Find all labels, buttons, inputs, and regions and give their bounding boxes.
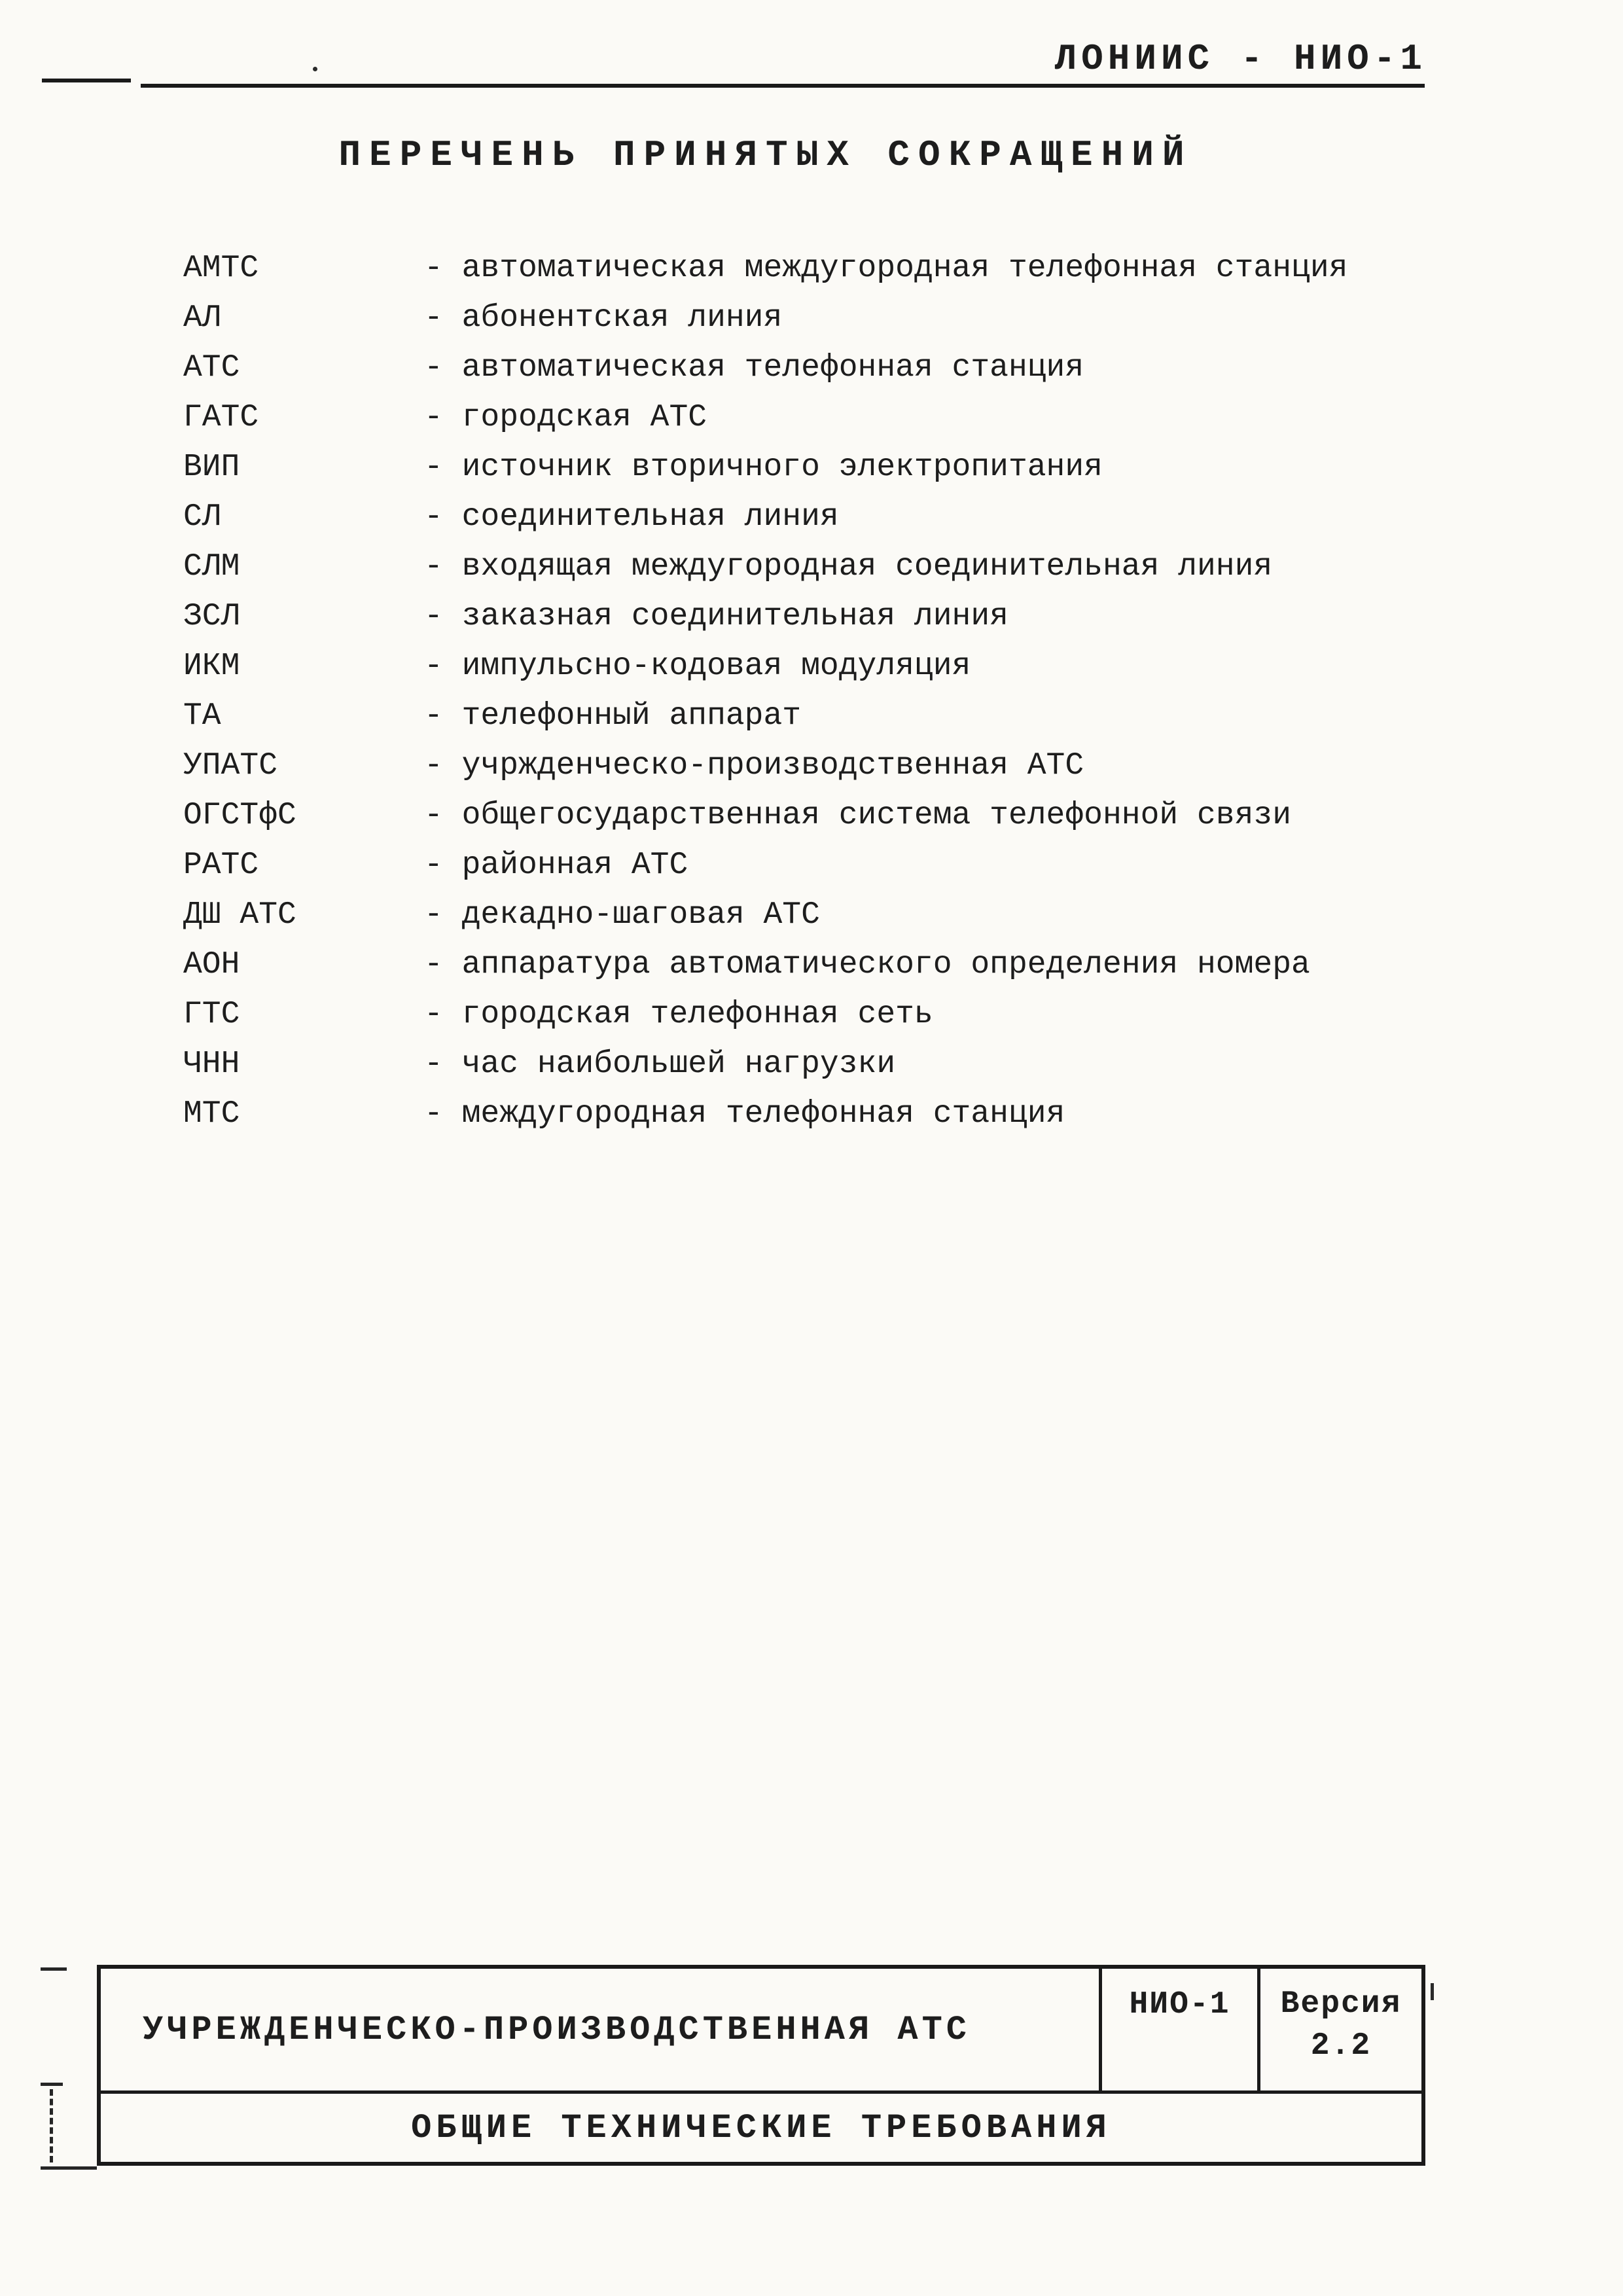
abbreviation-definition: - источник вторичного электропитания [424,450,1103,485]
page-title: ПЕРЕЧЕНЬ ПРИНЯТЫХ СОКРАЩЕНИЙ [338,134,1193,176]
abbreviation-term: ГАТС [183,400,259,435]
abbreviation-term: ИКМ [183,649,240,684]
header-rule [141,84,1425,88]
footer-version-cell [1260,1969,1421,2090]
abbreviation-term: ДШ АТС [183,897,296,933]
abbreviation-term: АОН [183,947,240,982]
abbreviation-row [183,393,1492,442]
abbreviation-term: ТА [183,698,221,734]
abbreviation-row [183,442,1492,492]
abbreviation-definition: - заказная соединительная линия [424,599,1008,634]
abbreviation-definition: - соединительная линия [424,499,839,535]
crop-mark-right [1431,1983,1434,2000]
abbreviation-row [183,243,1492,293]
abbreviation-term: РАТС [183,848,259,883]
abbreviation-term: СЛМ [183,549,240,584]
abbreviation-term: УПАТС [183,748,278,783]
abbreviation-definition: - районная АТС [424,848,688,883]
abbreviation-row [183,293,1492,343]
abbreviation-definition: - декадно-шаговая АТС [424,897,820,933]
abbreviation-definition: - городская телефонная сеть [424,997,933,1032]
crop-mark-mid [41,2083,63,2086]
abbreviation-definition: - городская АТС [424,400,707,435]
abbreviation-term: ЗСЛ [183,599,240,634]
abbreviation-row [183,741,1492,791]
header-doc-code: ЛОНИИС - НИО-1 [1054,38,1427,80]
footer-version-value: 2.2 [1310,2028,1372,2064]
abbreviation-row [183,990,1492,1039]
abbreviation-term: МТС [183,1096,240,1132]
abbreviation-term: ОГСТфС [183,798,296,833]
abbreviation-term: ВИП [183,450,240,485]
footer-version-label: Версия [1280,1986,1402,2022]
crop-mark-top [41,1967,67,1971]
abbreviation-term: АТС [183,350,240,386]
abbreviation-definition: - абонентская линия [424,300,783,336]
footer-dept-code: НИО-1 [1102,1969,1260,2090]
abbreviation-term: СЛ [183,499,221,535]
abbreviation-row [183,940,1492,990]
abbreviation-row [183,890,1492,940]
abbreviation-row [183,641,1492,691]
abbreviation-definition: - час наибольшей нагрузки [424,1047,896,1082]
crop-mark-bottom [41,2166,97,2170]
abbreviation-row [183,1089,1492,1139]
abbreviation-definition: - аппаратура автоматического определения номера [424,947,1310,982]
footer-doc-title: УЧРЕЖДЕНЧЕСКО-ПРОИЗВОДСТВЕННАЯ АТС [101,1969,1102,2090]
abbreviation-row [183,840,1492,890]
header-rule-short [42,79,131,82]
abbreviation-row [183,542,1492,592]
footer-top-row [101,1969,1421,2094]
abbreviation-row [183,592,1492,641]
abbreviation-term: АМТС [183,251,259,286]
crop-mark-vertical [50,2089,53,2162]
abbreviation-list [183,243,1492,1139]
abbreviation-definition: - импульсно-кодовая модуляция [424,649,971,684]
abbreviation-row [183,791,1492,840]
abbreviation-definition: - телефонный аппарат [424,698,802,734]
abbreviation-definition: - входящая междугородная соединительная линия [424,549,1273,584]
abbreviation-row [183,691,1492,741]
abbreviation-row [183,1039,1492,1089]
abbreviation-definition: - общегосударственная система телефонной связи [424,798,1292,833]
abbreviation-definition: - междугородная телефонная станция [424,1096,1065,1132]
abbreviation-definition: - автоматическая телефонная станция [424,350,1084,386]
footer-subtitle: ОБЩИЕ ТЕХНИЧЕСКИЕ ТРЕБОВАНИЯ [411,2108,1111,2147]
scan-dot-artifact [313,67,317,71]
abbreviation-definition: - учржденческо-производственная АТС [424,748,1084,783]
abbreviation-row [183,343,1492,393]
abbreviation-term: ГТС [183,997,240,1032]
abbreviation-definition: - автоматическая междугородная телефонная станция [424,251,1348,286]
abbreviation-term: ЧНН [183,1047,240,1082]
footer-stamp-table [97,1965,1425,2166]
abbreviation-row [183,492,1492,542]
abbreviation-term: АЛ [183,300,221,336]
